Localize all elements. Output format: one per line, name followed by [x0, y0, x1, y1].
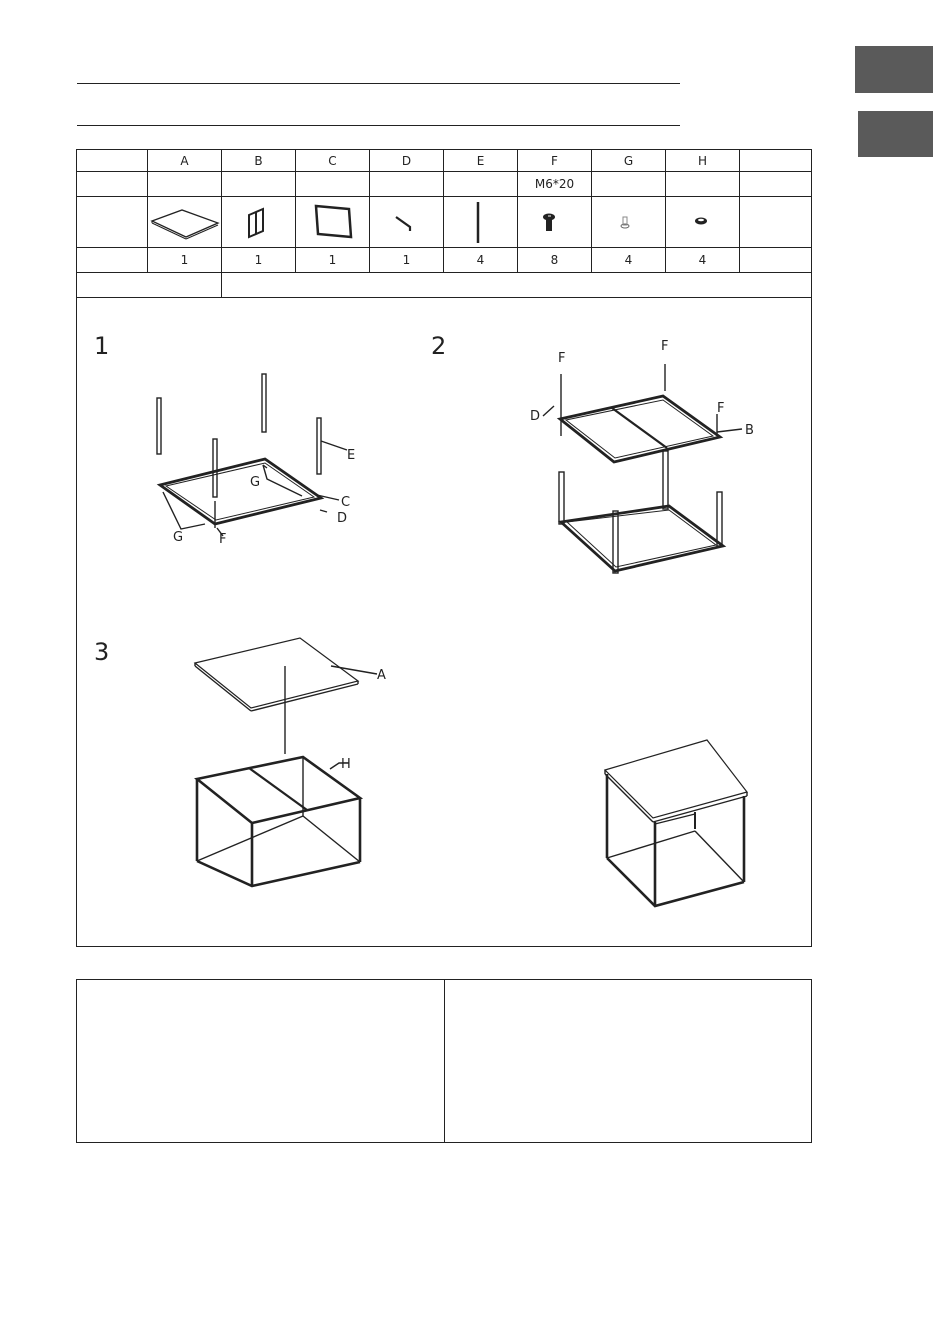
bumper-icon	[666, 197, 740, 248]
part-quantity: 1	[296, 248, 370, 273]
leg-rod-icon	[444, 197, 518, 248]
header-rule-top	[77, 83, 680, 84]
note-header-cell	[77, 273, 222, 298]
empty-cell	[740, 150, 812, 172]
parts-quantity-row	[77, 248, 812, 273]
parts-letter-row	[77, 150, 812, 172]
step-2-label: F	[717, 401, 725, 416]
empty-cell	[740, 197, 812, 248]
step-number-3: 3	[94, 638, 110, 666]
step-1-label: C	[341, 495, 351, 510]
parts-note-row	[77, 273, 812, 298]
part-spec	[222, 172, 296, 197]
step-2-label: F	[661, 339, 669, 354]
row-header-cell	[77, 172, 148, 197]
part-spec	[296, 172, 370, 197]
step-3-label: H	[341, 757, 351, 772]
row-header-cell	[77, 248, 148, 273]
step-1-label: G	[173, 530, 184, 545]
part-letter: B	[222, 150, 296, 172]
empty-cell	[740, 172, 812, 197]
part-quantity: 1	[222, 248, 296, 273]
part-spec	[592, 172, 666, 197]
part-spec	[370, 172, 444, 197]
finished-table-illustration	[605, 740, 747, 906]
part-letter: G	[592, 150, 666, 172]
square-frame-c-icon	[296, 197, 370, 248]
language-tab-2[interactable]	[858, 111, 933, 157]
step-number-1: 1	[94, 332, 110, 360]
step-1-label: G	[250, 475, 261, 490]
empty-cell	[740, 248, 812, 273]
part-spec	[148, 172, 222, 197]
part-letter: D	[370, 150, 444, 172]
part-letter: E	[444, 150, 518, 172]
step-3-illustration	[195, 638, 386, 886]
frame-panel-b-icon	[222, 197, 296, 248]
step-2-label: D	[530, 409, 541, 424]
step-1-illustration	[157, 374, 355, 547]
parts-spec-row	[77, 172, 812, 197]
parts-table	[76, 149, 812, 298]
assembly-diagram	[76, 296, 812, 947]
part-quantity: 4	[592, 248, 666, 273]
step-number-2: 2	[431, 332, 447, 360]
part-letter: H	[666, 150, 740, 172]
part-quantity: 1	[148, 248, 222, 273]
step-1-label: E	[347, 448, 356, 463]
step-2-label: F	[558, 351, 566, 366]
step-2-illustration	[530, 339, 754, 573]
bolt-icon	[518, 197, 592, 248]
foot-pad-icon	[592, 197, 666, 248]
note-cell	[222, 273, 812, 298]
part-spec	[666, 172, 740, 197]
part-quantity: 8	[518, 248, 592, 273]
part-spec: M6*20	[518, 172, 592, 197]
header-rule-bottom	[77, 125, 680, 126]
part-quantity: 1	[370, 248, 444, 273]
row-header-cell	[77, 197, 148, 248]
language-tab-1[interactable]	[855, 46, 933, 93]
step-3-label: A	[377, 668, 386, 683]
glass-top-panel-icon	[148, 197, 222, 248]
parts-image-row	[77, 197, 812, 248]
allen-key-icon	[370, 197, 444, 248]
part-spec	[444, 172, 518, 197]
part-letter: C	[296, 150, 370, 172]
step-1-label: F	[219, 532, 227, 547]
notes-box	[76, 979, 812, 1143]
part-quantity: 4	[666, 248, 740, 273]
part-quantity: 4	[444, 248, 518, 273]
row-header-cell	[77, 150, 148, 172]
step-2-label: B	[745, 423, 754, 438]
part-letter: A	[148, 150, 222, 172]
notes-divider	[444, 980, 445, 1142]
step-1-label: D	[337, 511, 348, 526]
part-letter: F	[518, 150, 592, 172]
